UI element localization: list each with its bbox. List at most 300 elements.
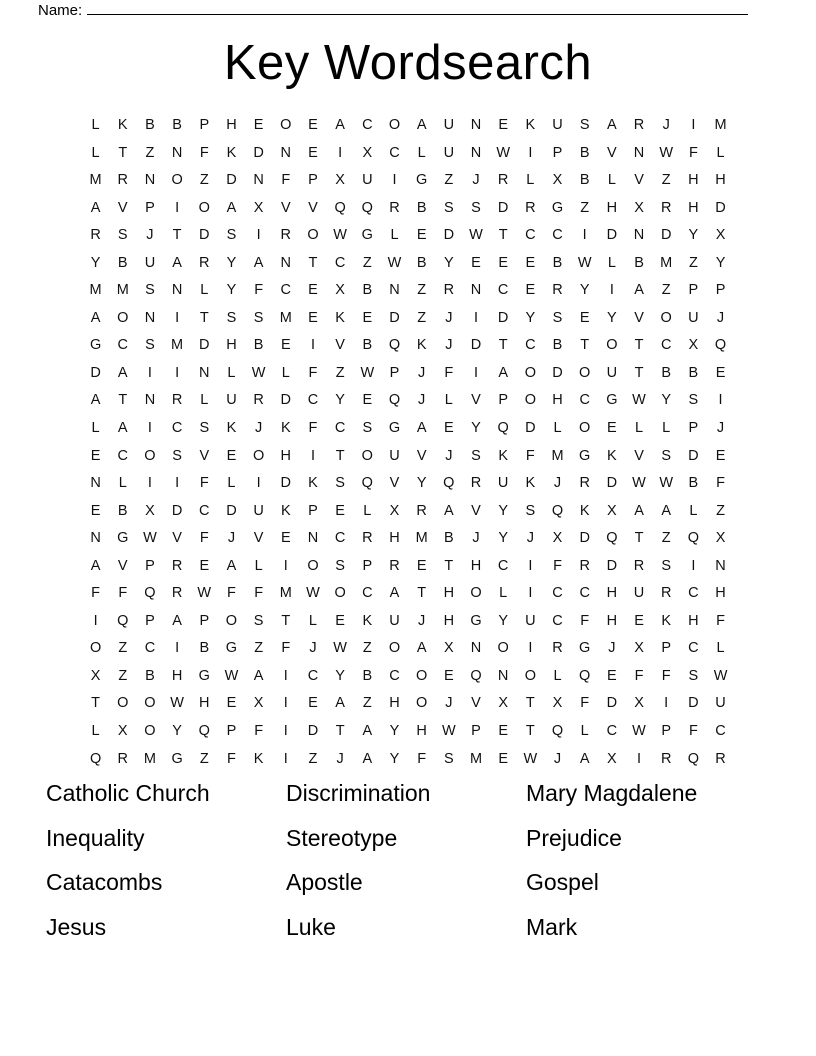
grid-letter[interactable]: Z	[118, 640, 128, 657]
grid-letter[interactable]: L	[553, 420, 562, 437]
grid-letter[interactable]: A	[416, 420, 427, 437]
grid-letter[interactable]: Q	[497, 420, 509, 437]
grid-letter[interactable]: D	[552, 364, 563, 381]
grid-letter[interactable]: G	[388, 420, 401, 437]
grid-letter[interactable]: U	[715, 695, 726, 712]
grid-letter[interactable]: O	[334, 585, 346, 602]
grid-letter[interactable]: K	[335, 309, 345, 326]
grid-letter[interactable]: U	[525, 612, 536, 629]
grid-letter[interactable]: Y	[416, 475, 427, 492]
grid-letter[interactable]: U	[253, 502, 264, 519]
grid-letter[interactable]: J	[716, 420, 725, 437]
grid-letter[interactable]: T	[634, 364, 644, 381]
grid-letter[interactable]: J	[445, 695, 453, 712]
grid-letter[interactable]: Z	[335, 364, 345, 381]
grid-letter[interactable]: H	[688, 172, 699, 189]
grid-letter[interactable]: I	[283, 667, 288, 684]
grid-letter[interactable]: B	[688, 364, 699, 381]
grid-letter[interactable]: X	[634, 640, 644, 657]
grid-letter[interactable]: W	[360, 364, 375, 381]
grid-letter[interactable]: G	[117, 530, 129, 547]
grid-letter[interactable]: C	[579, 392, 590, 409]
grid-letter[interactable]: S	[226, 227, 237, 244]
grid-letter[interactable]: L	[227, 475, 236, 492]
grid-letter[interactable]: Z	[417, 282, 427, 299]
grid-letter[interactable]: B	[579, 172, 590, 189]
grid-letter[interactable]: I	[147, 475, 152, 492]
grid-letter[interactable]: C	[307, 667, 319, 684]
grid-letter[interactable]: T	[417, 585, 427, 602]
grid-letter[interactable]: B	[199, 640, 210, 657]
grid-letter[interactable]: O	[280, 117, 292, 133]
grid-letter[interactable]: Y	[335, 667, 345, 684]
grid-letter[interactable]: W	[387, 254, 402, 271]
grid-letter[interactable]: B	[552, 337, 563, 354]
grid-letter[interactable]: E	[226, 447, 237, 464]
grid-letter[interactable]: T	[498, 337, 508, 354]
grid-letter[interactable]: N	[307, 530, 319, 547]
grid-letter[interactable]: J	[662, 117, 670, 133]
grid-letter[interactable]: A	[90, 309, 101, 326]
word-list-item[interactable]: Gospel	[526, 869, 599, 895]
grid-letter[interactable]: E	[226, 695, 237, 712]
grid-letter[interactable]: S	[471, 447, 481, 464]
grid-letter[interactable]: U	[389, 447, 400, 464]
grid-letter[interactable]: F	[580, 695, 590, 712]
grid-letter[interactable]: E	[90, 502, 101, 519]
grid-letter[interactable]: D	[199, 227, 210, 244]
grid-letter[interactable]: R	[579, 475, 590, 492]
wordsearch-grid[interactable]	[82, 112, 734, 773]
grid-letter[interactable]: M	[143, 750, 156, 767]
grid-letter[interactable]: I	[175, 309, 180, 326]
grid-letter[interactable]: E	[416, 227, 427, 244]
grid-letter[interactable]: X	[117, 723, 128, 740]
grid-letter[interactable]: Q	[551, 502, 564, 519]
grid-letter[interactable]: T	[525, 695, 535, 712]
grid-letter[interactable]: Z	[254, 640, 264, 657]
grid-letter[interactable]: M	[171, 337, 184, 354]
grid-letter[interactable]: S	[579, 117, 590, 133]
grid-letter[interactable]: P	[199, 612, 210, 629]
grid-letter[interactable]: P	[145, 557, 155, 574]
grid-letter[interactable]: V	[253, 530, 264, 547]
grid-letter[interactable]: R	[660, 585, 672, 602]
grid-letter[interactable]: A	[90, 392, 101, 409]
grid-letter[interactable]: W	[333, 640, 347, 657]
grid-letter[interactable]: R	[171, 585, 183, 602]
grid-letter[interactable]: V	[607, 144, 617, 161]
grid-letter[interactable]: J	[553, 750, 562, 767]
grid-letter[interactable]: R	[660, 750, 672, 767]
grid-letter[interactable]: A	[90, 199, 101, 216]
grid-letter[interactable]: A	[362, 750, 373, 767]
grid-letter[interactable]: B	[145, 667, 155, 684]
grid-letter[interactable]: Z	[716, 502, 725, 519]
grid-letter[interactable]: L	[227, 364, 236, 381]
grid-letter[interactable]: R	[497, 172, 509, 189]
grid-letter[interactable]: L	[390, 227, 399, 244]
grid-letter[interactable]: Y	[715, 254, 726, 271]
grid-letter[interactable]: L	[363, 502, 372, 519]
grid-letter[interactable]: W	[251, 364, 266, 381]
grid-letter[interactable]: I	[283, 557, 288, 574]
grid-letter[interactable]: L	[662, 420, 671, 437]
grid-letter[interactable]: Y	[688, 227, 699, 244]
grid-letter[interactable]: Z	[118, 667, 128, 684]
grid-letter[interactable]: I	[582, 227, 587, 244]
grid-letter[interactable]: S	[552, 309, 563, 326]
grid-letter[interactable]: N	[90, 475, 101, 492]
grid-letter[interactable]: K	[525, 117, 536, 133]
grid-letter[interactable]: D	[199, 337, 210, 354]
grid-letter[interactable]: M	[89, 282, 102, 299]
grid-letter[interactable]: H	[470, 557, 482, 574]
grid-letter[interactable]: K	[525, 475, 536, 492]
grid-letter[interactable]: X	[253, 695, 264, 712]
grid-letter[interactable]: Y	[607, 309, 617, 326]
grid-letter[interactable]: I	[473, 309, 478, 326]
grid-letter[interactable]: X	[145, 502, 155, 519]
grid-letter[interactable]: J	[716, 309, 725, 326]
grid-letter[interactable]: C	[362, 117, 373, 133]
grid-letter[interactable]: V	[308, 199, 318, 216]
grid-letter[interactable]: E	[416, 557, 427, 574]
grid-letter[interactable]: L	[254, 557, 263, 574]
grid-letter[interactable]: L	[716, 640, 725, 657]
grid-letter[interactable]: U	[633, 585, 645, 602]
grid-letter[interactable]: R	[90, 227, 101, 244]
grid-letter[interactable]: S	[145, 337, 155, 354]
grid-letter[interactable]: A	[253, 254, 264, 271]
grid-letter[interactable]: O	[524, 364, 536, 381]
grid-letter[interactable]: I	[528, 557, 533, 574]
grid-letter[interactable]: E	[471, 254, 481, 271]
grid-letter[interactable]: V	[471, 695, 481, 712]
grid-letter[interactable]: O	[388, 117, 401, 133]
grid-letter[interactable]: Z	[308, 750, 318, 767]
grid-letter[interactable]: E	[579, 309, 590, 326]
grid-letter[interactable]: H	[688, 199, 699, 216]
grid-letter[interactable]: N	[171, 144, 183, 161]
grid-letter[interactable]: Y	[443, 254, 454, 271]
grid-letter[interactable]: X	[634, 199, 644, 216]
word-list-item[interactable]: Stereotype	[286, 824, 398, 851]
grid-letter[interactable]: S	[525, 502, 536, 519]
grid-letter[interactable]: B	[362, 282, 373, 299]
grid-letter[interactable]: T	[118, 392, 128, 409]
grid-letter[interactable]: D	[280, 392, 292, 409]
grid-letter[interactable]: F	[118, 585, 128, 602]
grid-letter[interactable]: F	[580, 612, 590, 629]
grid-letter[interactable]: X	[688, 337, 699, 354]
grid-letter[interactable]: H	[606, 612, 618, 629]
grid-letter[interactable]: D	[606, 475, 618, 492]
grid-letter[interactable]: E	[308, 695, 318, 712]
grid-letter[interactable]: K	[416, 337, 427, 354]
grid-letter[interactable]: H	[416, 723, 427, 740]
grid-letter[interactable]: U	[688, 309, 699, 326]
grid-letter[interactable]: C	[334, 530, 346, 547]
grid-letter[interactable]: F	[91, 585, 101, 602]
grid-letter[interactable]: E	[443, 667, 454, 684]
grid-letter[interactable]: B	[172, 117, 182, 133]
grid-letter[interactable]: N	[280, 254, 292, 271]
grid-letter[interactable]: N	[199, 364, 210, 381]
grid-letter[interactable]: A	[226, 557, 237, 574]
grid-letter[interactable]: O	[225, 612, 238, 629]
grid-letter[interactable]: F	[308, 364, 318, 381]
grid-letter[interactable]: T	[580, 337, 590, 354]
grid-letter[interactable]: G	[551, 199, 564, 216]
grid-letter[interactable]: L	[91, 723, 100, 740]
grid-letter[interactable]: M	[469, 750, 483, 767]
grid-letter[interactable]: F	[688, 723, 698, 740]
grid-letter[interactable]: I	[175, 640, 180, 657]
grid-letter[interactable]: A	[362, 723, 373, 740]
grid-letter[interactable]: T	[634, 530, 644, 547]
grid-letter[interactable]: L	[526, 172, 535, 189]
grid-letter[interactable]: R	[199, 254, 210, 271]
grid-letter[interactable]: F	[281, 172, 291, 189]
grid-letter[interactable]: Y	[498, 502, 508, 519]
grid-letter[interactable]: M	[551, 447, 564, 464]
grid-letter[interactable]: E	[90, 447, 101, 464]
grid-letter[interactable]: H	[389, 530, 400, 547]
grid-letter[interactable]: S	[226, 309, 237, 326]
grid-letter[interactable]: P	[145, 612, 155, 629]
grid-letter[interactable]: Q	[687, 530, 699, 547]
grid-letter[interactable]: N	[171, 282, 183, 299]
grid-letter[interactable]: C	[307, 392, 319, 409]
grid-letter[interactable]: J	[445, 309, 453, 326]
grid-letter[interactable]: H	[389, 695, 400, 712]
grid-letter[interactable]: M	[415, 530, 428, 547]
grid-letter[interactable]: A	[607, 117, 617, 133]
grid-letter[interactable]: D	[688, 695, 699, 712]
grid-letter[interactable]: D	[715, 199, 726, 216]
grid-letter[interactable]: Q	[198, 723, 210, 740]
grid-letter[interactable]: B	[552, 254, 563, 271]
grid-letter[interactable]: K	[226, 144, 237, 161]
grid-letter[interactable]: W	[632, 723, 646, 740]
grid-letter[interactable]: Z	[145, 144, 155, 161]
grid-letter[interactable]: M	[714, 117, 727, 133]
grid-letter[interactable]: F	[281, 640, 291, 657]
grid-letter[interactable]: O	[117, 309, 129, 326]
grid-letter[interactable]: R	[552, 640, 563, 657]
grid-letter[interactable]: L	[91, 420, 100, 437]
grid-letter[interactable]: R	[253, 392, 264, 409]
grid-letter[interactable]: D	[606, 557, 618, 574]
grid-letter[interactable]: W	[224, 667, 239, 684]
grid-letter[interactable]: I	[147, 364, 152, 381]
grid-letter[interactable]: Q	[579, 667, 591, 684]
grid-letter[interactable]: S	[362, 420, 373, 437]
grid-letter[interactable]: X	[715, 227, 726, 244]
grid-letter[interactable]: M	[89, 172, 102, 189]
grid-letter[interactable]: D	[497, 199, 509, 216]
grid-letter[interactable]: W	[143, 530, 157, 547]
grid-letter[interactable]: F	[227, 585, 236, 602]
grid-letter[interactable]: C	[334, 420, 346, 437]
grid-letter[interactable]: K	[498, 447, 508, 464]
grid-letter[interactable]: U	[497, 475, 509, 492]
grid-letter[interactable]: K	[362, 612, 373, 629]
grid-letter[interactable]: R	[389, 199, 400, 216]
grid-letter[interactable]: U	[443, 144, 455, 161]
grid-letter[interactable]: Y	[389, 723, 400, 740]
grid-letter[interactable]: N	[633, 144, 645, 161]
grid-letter[interactable]: F	[254, 723, 264, 740]
grid-letter[interactable]: C	[579, 585, 590, 602]
grid-letter[interactable]: F	[716, 612, 725, 629]
grid-letter[interactable]: T	[335, 447, 345, 464]
grid-letter[interactable]: F	[199, 530, 209, 547]
grid-letter[interactable]: S	[253, 612, 264, 629]
grid-letter[interactable]: D	[226, 172, 237, 189]
grid-letter[interactable]: K	[226, 420, 237, 437]
word-list-item[interactable]: Mark	[526, 913, 578, 940]
grid-letter[interactable]: H	[715, 585, 726, 602]
grid-letter[interactable]: O	[606, 337, 618, 354]
grid-letter[interactable]: B	[362, 667, 373, 684]
grid-letter[interactable]: R	[525, 199, 536, 216]
grid-letter[interactable]: O	[198, 199, 210, 216]
word-list-item[interactable]: Catholic Church	[46, 780, 210, 806]
grid-letter[interactable]: E	[498, 723, 508, 740]
grid-letter[interactable]: I	[338, 144, 343, 161]
grid-letter[interactable]: O	[144, 723, 156, 740]
grid-letter[interactable]: A	[579, 750, 590, 767]
grid-letter[interactable]: W	[469, 227, 483, 244]
grid-letter[interactable]: T	[335, 723, 345, 740]
grid-letter[interactable]: K	[607, 447, 617, 464]
grid-letter[interactable]: M	[660, 254, 673, 271]
grid-letter[interactable]: V	[172, 530, 182, 547]
grid-letter[interactable]: X	[607, 750, 617, 767]
grid-letter[interactable]: W	[441, 723, 456, 740]
grid-letter[interactable]: C	[362, 585, 373, 602]
grid-letter[interactable]: Q	[361, 199, 373, 216]
grid-letter[interactable]: D	[606, 695, 618, 712]
grid-letter[interactable]: I	[691, 557, 696, 574]
grid-letter[interactable]: E	[280, 337, 291, 354]
grid-letter[interactable]: X	[634, 695, 644, 712]
grid-letter[interactable]: J	[227, 530, 236, 547]
grid-letter[interactable]: Y	[579, 282, 590, 299]
grid-letter[interactable]: D	[497, 309, 509, 326]
grid-letter[interactable]: P	[308, 502, 318, 519]
word-list-item[interactable]: Inequality	[46, 824, 145, 851]
grid-letter[interactable]: T	[91, 695, 101, 712]
grid-letter[interactable]: W	[496, 144, 510, 161]
grid-letter[interactable]: X	[498, 695, 508, 712]
grid-letter[interactable]: F	[553, 557, 562, 574]
grid-letter[interactable]: N	[280, 144, 292, 161]
grid-letter[interactable]: F	[308, 420, 318, 437]
grid-letter[interactable]: N	[470, 640, 482, 657]
grid-letter[interactable]: V	[634, 172, 644, 189]
grid-letter[interactable]: S	[335, 475, 345, 492]
grid-letter[interactable]: C	[660, 337, 672, 354]
grid-letter[interactable]: A	[661, 502, 672, 519]
grid-letter[interactable]: L	[200, 282, 209, 299]
grid-letter[interactable]: H	[199, 695, 210, 712]
grid-letter[interactable]: E	[308, 117, 318, 133]
grid-letter[interactable]: G	[606, 392, 618, 409]
grid-letter[interactable]: X	[335, 172, 345, 189]
grid-letter[interactable]: J	[146, 227, 154, 244]
grid-letter[interactable]: Y	[90, 254, 101, 271]
grid-letter[interactable]: C	[497, 282, 509, 299]
grid-letter[interactable]: Z	[661, 172, 671, 189]
grid-letter[interactable]: I	[256, 475, 261, 492]
grid-letter[interactable]: V	[416, 447, 427, 464]
grid-letter[interactable]: B	[579, 144, 590, 161]
grid-letter[interactable]: B	[688, 475, 699, 492]
grid-letter[interactable]: X	[362, 144, 373, 161]
grid-letter[interactable]: E	[715, 364, 726, 381]
grid-letter[interactable]: F	[661, 667, 671, 684]
grid-letter[interactable]: Q	[714, 337, 727, 354]
grid-letter[interactable]: O	[252, 447, 265, 464]
grid-letter[interactable]: F	[444, 364, 454, 381]
grid-letter[interactable]: A	[253, 667, 264, 684]
grid-letter[interactable]: D	[90, 364, 101, 381]
grid-letter[interactable]: L	[308, 612, 317, 629]
grid-letter[interactable]: S	[688, 392, 699, 409]
grid-letter[interactable]: D	[470, 337, 482, 354]
grid-letter[interactable]: Q	[443, 475, 455, 492]
grid-letter[interactable]: X	[552, 695, 563, 712]
grid-letter[interactable]: O	[117, 695, 129, 712]
grid-letter[interactable]: I	[691, 117, 696, 133]
grid-letter[interactable]: R	[362, 530, 373, 547]
grid-letter[interactable]: D	[307, 723, 319, 740]
grid-letter[interactable]: J	[472, 172, 480, 189]
grid-letter[interactable]: Y	[226, 282, 237, 299]
grid-letter[interactable]: I	[147, 420, 152, 437]
grid-letter[interactable]: D	[525, 420, 536, 437]
grid-letter[interactable]: V	[335, 337, 345, 354]
grid-letter[interactable]: Z	[417, 309, 427, 326]
grid-letter[interactable]: A	[335, 117, 345, 133]
grid-letter[interactable]: E	[634, 612, 644, 629]
grid-letter[interactable]: O	[416, 695, 428, 712]
grid-letter[interactable]: S	[199, 420, 210, 437]
grid-letter[interactable]: I	[175, 475, 180, 492]
grid-letter[interactable]: L	[499, 585, 508, 602]
grid-letter[interactable]: Z	[444, 172, 454, 189]
grid-letter[interactable]: O	[470, 585, 482, 602]
grid-letter[interactable]: E	[498, 254, 508, 271]
grid-letter[interactable]: A	[226, 199, 237, 216]
grid-letter[interactable]: H	[443, 612, 455, 629]
grid-letter[interactable]: A	[634, 282, 644, 299]
grid-letter[interactable]: H	[606, 585, 618, 602]
grid-letter[interactable]: P	[552, 144, 563, 161]
grid-letter[interactable]: P	[688, 282, 699, 299]
grid-letter[interactable]: Z	[362, 695, 372, 712]
grid-letter[interactable]: J	[608, 640, 616, 657]
grid-letter[interactable]: N	[253, 172, 264, 189]
word-list-item[interactable]: Apostle	[286, 869, 363, 895]
grid-letter[interactable]: W	[197, 585, 212, 602]
grid-letter[interactable]: S	[145, 282, 155, 299]
grid-letter[interactable]: N	[144, 172, 156, 189]
grid-letter[interactable]: S	[661, 447, 672, 464]
